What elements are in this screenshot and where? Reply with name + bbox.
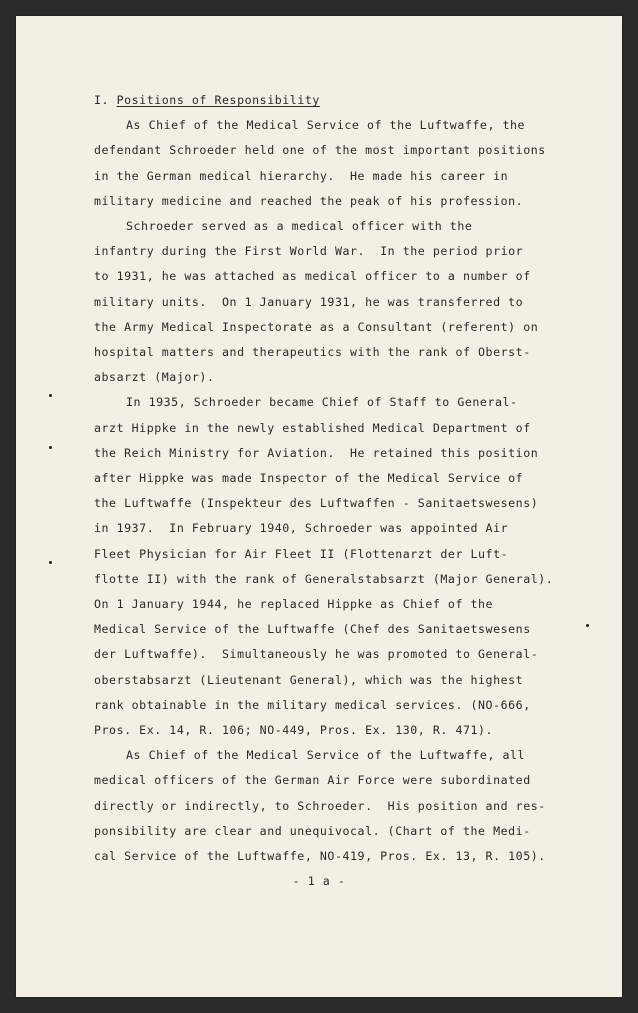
punch-mark — [49, 394, 52, 397]
text-line: Medical Service of the Luftwaffe (Chef des Sanitaetswesens — [94, 622, 531, 637]
text-line: Pros. Ex. 14, R. 106; NO-449, Pros. Ex. 130, R. 471). — [94, 723, 494, 738]
paragraph-3 — [94, 390, 574, 743]
paragraph-2 — [94, 214, 574, 390]
punch-mark — [49, 446, 52, 449]
text-line: in 1937. In February 1940, Schroeder was appointed Air — [94, 521, 509, 536]
document-body — [94, 88, 574, 895]
text-line: the Army Medical Inspectorate as a Consultant (referent) on — [94, 319, 539, 334]
text-line: As Chief of the Medical Service of the Luftwaffe, the — [126, 118, 526, 133]
text-line: in the German medical hierarchy. He made his career in — [94, 168, 509, 183]
text-line: rank obtainable in the military medical services. (NO-666, — [94, 697, 531, 712]
text-line: cal Service of the Luftwaffe, NO-419, Pros. Ex. 13, R. 105). — [94, 849, 546, 864]
text-line: to 1931, he was attached as medical officer to a number of — [94, 269, 531, 284]
text-line: ponsibility are clear and unequivocal. (Chart of the Medi- — [94, 823, 531, 838]
text-line: As Chief of the Medical Service of the Luftwaffe, all — [126, 748, 526, 763]
paragraph-4 — [94, 743, 574, 869]
text-line: hospital matters and therapeutics with the rank of Oberst- — [94, 345, 531, 360]
punch-mark — [49, 561, 52, 564]
text-line: medical officers of the German Air Force were subordinated — [94, 773, 531, 788]
text-line: absarzt (Major). — [94, 370, 215, 385]
text-line: On 1 January 1944, he replaced Hippke as Chief of the — [94, 597, 494, 612]
ink-speck — [586, 624, 589, 627]
text-line: flotte II) with the rank of Generalstabsarzt (Major General). — [94, 571, 554, 586]
text-line: infantry during the First World War. In the period prior — [94, 244, 524, 259]
text-line: Schroeder served as a medical officer with the — [126, 219, 473, 234]
text-line: the Reich Ministry for Aviation. He retained this position — [94, 445, 539, 460]
paragraph-1 — [94, 113, 574, 214]
text-line: In 1935, Schroeder became Chief of Staff to General- — [126, 395, 518, 410]
text-line: the Luftwaffe (Inspekteur des Luftwaffen - Sanitaetswesens) — [94, 496, 539, 511]
section-number: I. — [94, 93, 110, 107]
text-line: oberstabsarzt (Lieutenant General), which was the highest — [94, 672, 524, 687]
document-page — [16, 16, 622, 997]
text-line: der Luftwaffe). Simultaneously he was promoted to General- — [94, 647, 539, 662]
text-line: after Hippke was made Inspector of the Medical Service of — [94, 471, 524, 486]
text-line: defendant Schroeder held one of the most important positions — [94, 143, 546, 158]
section-heading — [94, 88, 574, 113]
text-line: military units. On 1 January 1931, he was transferred to — [94, 294, 524, 309]
text-line: arzt Hippke in the newly established Medical Department of — [94, 420, 531, 435]
section-title: Positions of Responsibility — [116, 93, 320, 107]
page-number: - 1 a - — [292, 874, 346, 889]
text-line: military medicine and reached the peak of his profession. — [94, 193, 524, 208]
text-line: directly or indirectly, to Schroeder. His position and res- — [94, 798, 546, 813]
text-line: Fleet Physician for Air Fleet II (Flottenarzt der Luft- — [94, 546, 509, 561]
